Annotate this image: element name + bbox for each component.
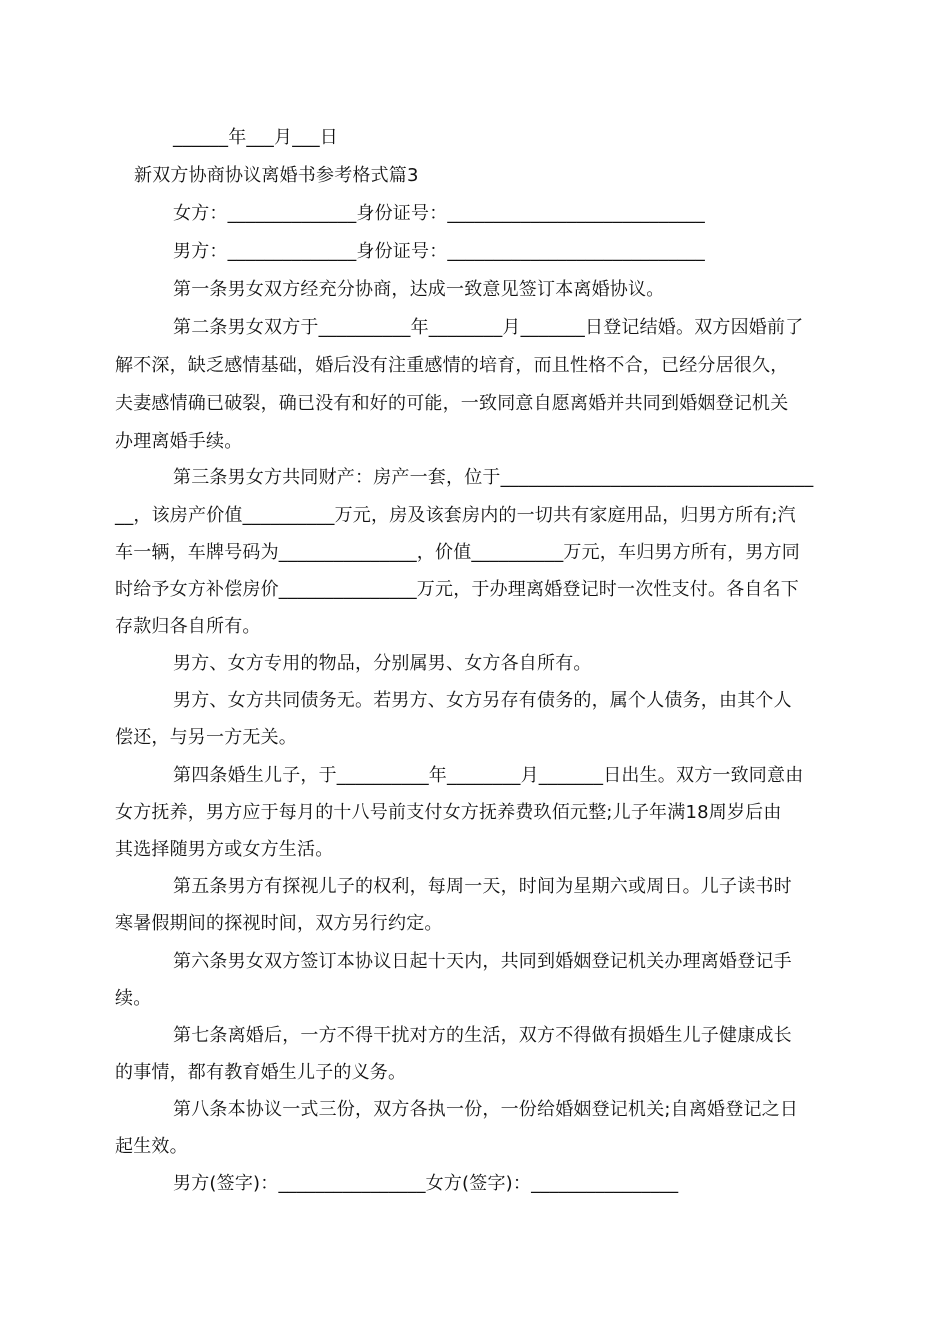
signature-line: 男方(签字)：________________女方(签字)：________________	[173, 1173, 679, 1194]
male-party-line: 男方：______________身份证号：____________________________	[173, 241, 705, 262]
article-2-line-1: 第二条男女双方于__________年________月_______日登记结婚。双方因婚前了	[173, 317, 804, 338]
article-7-line-1: 第七条离婚后，一方不得干扰对方的生活，双方不得做有损婚生儿子健康成长	[173, 1025, 792, 1046]
article-8-line-2: 起生效。	[115, 1136, 188, 1157]
personal-items-clause: 男方、女方专用的物品，分别属男、女方各自所有。	[173, 653, 592, 674]
article-6-line-1: 第六条男女双方签订本协议日起十天内，共同到婚姻登记机关办理离婚登记手	[173, 951, 792, 972]
debt-clause-line-2: 偿还，与另一方无关。	[115, 727, 297, 748]
article-7-line-2: 的事情，都有教育婚生儿子的义务。	[115, 1062, 407, 1083]
date-blank-line: ______年___月___日	[173, 127, 338, 148]
article-4-line-3: 其选择随男方或女方生活。	[115, 839, 334, 860]
article-3-line-4: 时给予女方补偿房价_______________万元，于办理离婚登记时一次性支付。各自名下	[115, 579, 799, 600]
article-3-line-3: 车一辆，车牌号码为_______________，价值__________万元，车归男方所有，男方同	[115, 542, 800, 563]
article-5-line-1: 第五条男方有探视儿子的权利，每周一天，时间为星期六或周日。儿子读书时	[173, 876, 792, 897]
article-2-line-3: 夫妻感情确已破裂，确已没有和好的可能，一致同意自愿离婚并共同到婚姻登记机关	[115, 393, 789, 414]
article-5-line-2: 寒暑假期间的探视时间，双方另行约定。	[115, 913, 443, 934]
article-1: 第一条男女双方经充分协商，达成一致意见签订本离婚协议。	[173, 279, 665, 300]
section-title: 新双方协商协议离婚书参考格式篇3	[134, 165, 419, 186]
female-party-line: 女方：______________身份证号：____________________________	[173, 203, 705, 224]
article-3-line-5: 存款归各自所有。	[115, 616, 261, 637]
article-2-line-4: 办理离婚手续。	[115, 431, 243, 452]
article-6-line-2: 续。	[115, 988, 152, 1009]
article-3-line-2: __，该房产价值__________万元，房及该套房内的一切共有家庭用品，归男方所有;汽	[115, 505, 796, 526]
article-2-line-2: 解不深，缺乏感情基础，婚后没有注重感情的培育，而且性格不合，已经分居很久，	[115, 355, 789, 376]
article-4-line-2: 女方抚养，男方应于每月的十八号前支付女方抚养费玖佰元整;儿子年满18周岁后由	[115, 802, 782, 823]
article-4-line-1: 第四条婚生儿子，于__________年________月_______日出生。双方一致同意由	[173, 765, 804, 786]
article-8-line-1: 第八条本协议一式三份，双方各执一份，一份给婚姻登记机关;自离婚登记之日	[173, 1099, 799, 1120]
debt-clause-line-1: 男方、女方共同债务无。若男方、女方另存有债务的，属个人债务，由其个人	[173, 690, 792, 711]
article-3-line-1: 第三条男女方共同财产：房产一套，位于__________________________________	[173, 467, 814, 488]
